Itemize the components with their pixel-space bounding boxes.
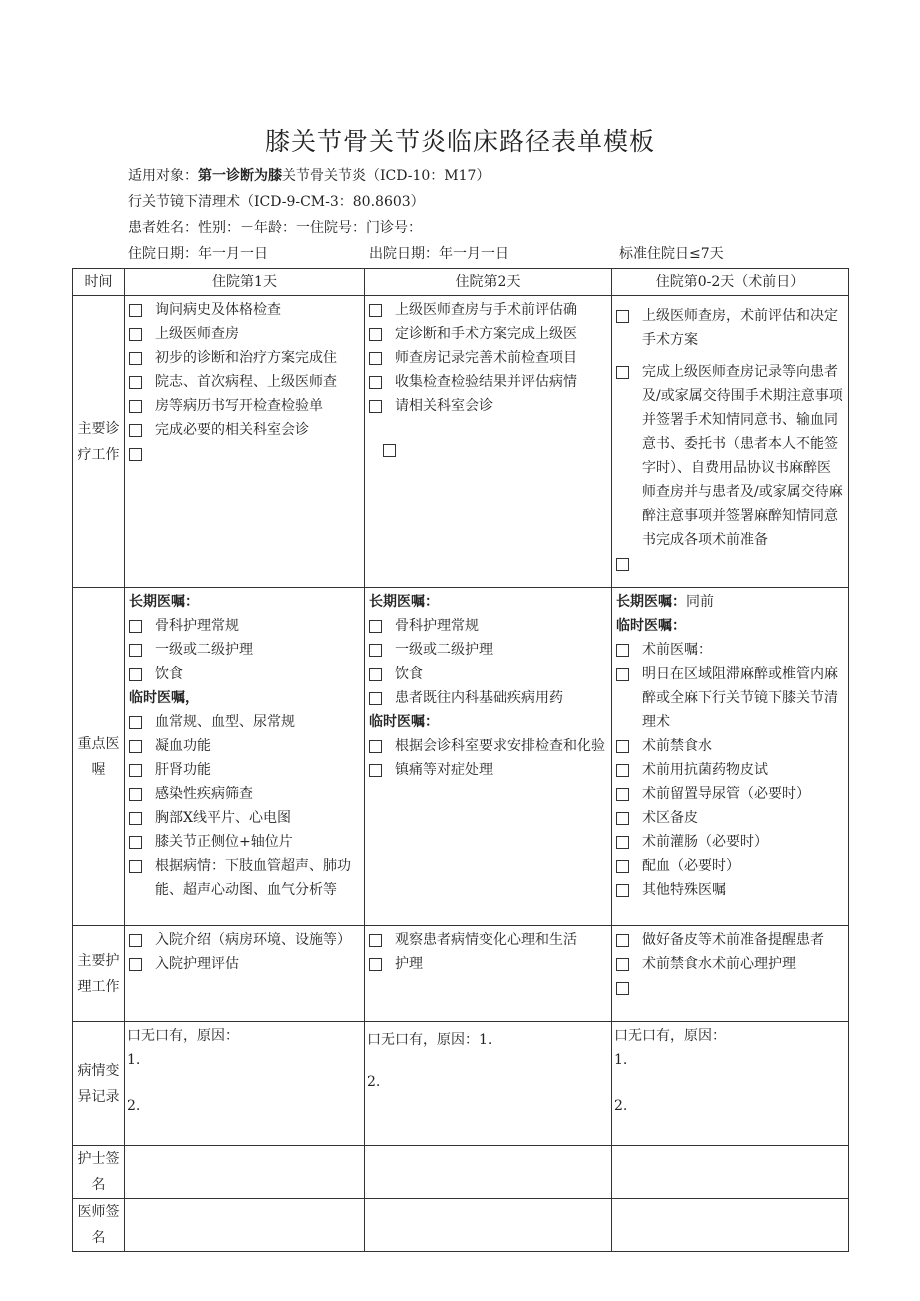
variance-options: 口无口有，原因：: [614, 1028, 726, 1044]
checklist-item-text: 根据会诊科室要求安排检查和化验: [395, 738, 605, 754]
row-label-variance: 病情变异记录: [73, 1022, 125, 1146]
checkbox[interactable]: [129, 716, 142, 729]
temp-title: 临时医嘱：: [369, 714, 439, 730]
checklist-item: [616, 806, 844, 830]
checkbox[interactable]: [369, 376, 382, 389]
checklist-item-text: 骨科护理常规: [395, 618, 479, 634]
checklist-item: [129, 614, 360, 638]
checkbox[interactable]: [616, 812, 629, 825]
checklist-item-text: 骨科护理常规: [155, 618, 239, 634]
checkbox[interactable]: [129, 668, 142, 681]
checkbox[interactable]: [129, 764, 142, 777]
row-label-main-work: 主要诊疗工作: [73, 296, 125, 588]
checklist-item-text: 询问病史及体格检查: [155, 302, 281, 318]
checkbox[interactable]: [129, 424, 142, 437]
variance-options: 口无口有，原因：: [127, 1028, 239, 1044]
checklist-item-text: 观察患者病情变化心理和生活: [395, 932, 577, 948]
doctor-sign-day1[interactable]: [125, 1199, 365, 1252]
orders-day2: [365, 588, 612, 926]
checklist-item: [369, 952, 607, 976]
main-work-day2: [365, 296, 612, 588]
checklist-item-empty: [369, 438, 607, 462]
nurse-sign-day2[interactable]: [365, 1146, 612, 1199]
checklist-item: [616, 304, 844, 352]
checkbox[interactable]: [369, 668, 382, 681]
checklist-item: [129, 830, 360, 854]
checklist-item: [616, 734, 844, 758]
checkbox[interactable]: [616, 668, 629, 681]
checklist-item-text: 师查房记录完善术前检查项目: [395, 350, 577, 366]
checklist-item-text: 明日在区域阻滞麻醉或椎管内麻醉或全麻下行关节镜下膝关节清理术: [642, 666, 838, 730]
checklist-item-text: 入院介绍（病房环境、设施等）: [155, 932, 351, 948]
checklist-item-empty: [616, 552, 844, 576]
checklist-item: [129, 662, 360, 686]
nursing-day2: [365, 926, 612, 1022]
applicable-bold: 第一诊断为膝: [198, 168, 282, 184]
checklist-item-text: 院志、首次病程、上级医师查: [155, 374, 337, 390]
standard-stay: 标准住院日≤7天: [619, 246, 724, 262]
checkbox[interactable]: [369, 764, 382, 777]
checklist-item: [616, 878, 844, 902]
variance-day1: [125, 1022, 365, 1146]
checklist-item: [369, 394, 607, 418]
temp-title: 临时医嘱：: [616, 618, 686, 634]
checklist-item-text: 完成必要的相关科室会诊: [155, 422, 309, 438]
checklist-item: [616, 952, 844, 976]
applicable-prefix: 适用对象：: [128, 168, 198, 184]
checklist-item-text: 胸部X线平片、心电图: [155, 810, 291, 826]
temp-title: 临时医嘱，: [129, 690, 199, 706]
checklist-item: [369, 734, 607, 758]
checklist-item: [129, 758, 360, 782]
orders-day1: [125, 588, 365, 926]
row-label-nursing: 主要护理工作: [73, 926, 125, 1022]
checklist-item-text: 术前医嘱：: [642, 642, 712, 658]
variance-day2: [365, 1022, 612, 1146]
checklist-item: [369, 662, 607, 686]
checklist-item-text: 完成上级医师查房记录等向患者及/或家属交待围手术期注意事项并签署手术知情同意书、输血同意书、委托书（患者本人不能签字时）、自费用品协议书麻醉医师查房并与患者及/或家属交待麻醉注意事项并签署麻醉知情同意书完成各项术前准备: [642, 364, 843, 548]
checklist-item: [129, 638, 360, 662]
checkbox[interactable]: [616, 958, 629, 971]
checklist-item: [616, 758, 844, 782]
checklist-item: [369, 758, 607, 782]
checklist-item: [369, 638, 607, 662]
checklist-item-text: 术区备皮: [642, 810, 698, 826]
checklist-item-text: 凝血功能: [155, 738, 211, 754]
checkbox[interactable]: [369, 958, 382, 971]
checklist-item-text: 术前灌肠（必要时）: [642, 834, 768, 850]
header-day1: 住院第1天: [125, 269, 365, 296]
row-label-nurse-sign: 护士签名: [73, 1146, 125, 1199]
checkbox[interactable]: [616, 310, 629, 323]
checkbox[interactable]: [616, 644, 629, 657]
checklist-item-text: 其他特殊医嘱: [642, 882, 726, 898]
checklist-item-text: 护理: [395, 956, 423, 972]
checklist-item-text: 患者既往内科基础疾病用药: [395, 690, 563, 706]
checkbox[interactable]: [616, 860, 629, 873]
header-time: 时间: [73, 269, 125, 296]
pathway-table: [72, 268, 849, 1252]
checklist-item: [129, 370, 360, 394]
checklist-item: [616, 830, 844, 854]
checklist-item-text: 饮食: [155, 666, 183, 682]
checklist-item-text: 收集检查检验结果并评估病情: [395, 374, 577, 390]
variance-reason-2: 2.: [614, 1098, 628, 1114]
checklist-item-text: 根据病情：下肢血管超声、肺功能、超声心动图、血气分析等: [155, 858, 351, 898]
header-day3: 住院第0-2天（术前日）: [612, 269, 849, 296]
checkbox[interactable]: [616, 366, 629, 379]
variance-day3: [612, 1022, 849, 1146]
checkbox[interactable]: [616, 558, 629, 571]
checkbox[interactable]: [129, 376, 142, 389]
patient-info-line: 患者姓名：性别：－年龄：一住院号：门诊号：: [128, 220, 422, 236]
checkbox[interactable]: [129, 788, 142, 801]
checkbox[interactable]: [129, 958, 142, 971]
applicable-object: [128, 165, 490, 185]
variance-reason-2: 2.: [127, 1098, 141, 1114]
checkbox[interactable]: [369, 304, 382, 317]
row-label-doctor-sign: 医师签名: [73, 1199, 125, 1252]
checklist-item-text: 感染性疾病筛查: [155, 786, 253, 802]
checklist-item: [369, 298, 607, 322]
checkbox[interactable]: [616, 836, 629, 849]
checklist-item-text: 做好备皮等术前准备提醒患者: [642, 932, 824, 948]
checklist-item-text: 房等病历书写开检查检验单: [155, 398, 323, 414]
checklist-item-text: 初步的诊断和治疗方案完成住: [155, 350, 337, 366]
checkbox[interactable]: [129, 860, 142, 873]
checklist-item: [129, 346, 360, 370]
checklist-item-text: 一级或二级护理: [155, 642, 253, 658]
variance-reason-1: 1.: [614, 1052, 628, 1068]
doctor-sign-day3[interactable]: [612, 1199, 849, 1252]
checklist-item: [369, 928, 607, 952]
checkbox[interactable]: [369, 740, 382, 753]
checkbox[interactable]: [129, 448, 142, 461]
checklist-item: [369, 686, 607, 710]
checklist-item-text: 请相关科室会诊: [395, 398, 493, 414]
long-term-title: 长期医嘱：: [129, 594, 199, 610]
checkbox[interactable]: [383, 444, 396, 457]
checklist-item: [369, 346, 607, 370]
checkbox[interactable]: [129, 812, 142, 825]
checkbox[interactable]: [129, 836, 142, 849]
checkbox[interactable]: [616, 788, 629, 801]
checkbox[interactable]: [616, 982, 629, 995]
checklist-item: [616, 360, 844, 552]
page-title: 膝关节骨关节炎临床路径表单模板: [264, 127, 655, 156]
checkbox[interactable]: [129, 328, 142, 341]
checklist-item: [369, 370, 607, 394]
checklist-item-text: 血常规、血型、尿常规: [155, 714, 295, 730]
checkbox[interactable]: [616, 934, 629, 947]
checklist-item-text: 术前留置导尿管（必要时）: [642, 786, 810, 802]
checkbox[interactable]: [616, 884, 629, 897]
nursing-day3: [612, 926, 849, 1022]
checkbox[interactable]: [369, 352, 382, 365]
doctor-sign-day2[interactable]: [365, 1199, 612, 1252]
checklist-item-text: 一级或二级护理: [395, 642, 493, 658]
checkbox[interactable]: [369, 692, 382, 705]
checklist-item: [616, 854, 844, 878]
checkbox[interactable]: [129, 644, 142, 657]
checklist-item: [129, 298, 360, 322]
admit-date: 住院日期：年一月一日: [128, 246, 268, 262]
main-work-day3: [612, 296, 849, 588]
checklist-item-text: 膝关节正侧位+轴位片: [155, 834, 293, 850]
checklist-item: [616, 782, 844, 806]
long-term-value: 同前: [686, 594, 714, 610]
checkbox[interactable]: [369, 400, 382, 413]
procedure-line: 行关节镜下清理术（ICD-9-CM-3：80.8603）: [128, 194, 425, 210]
checklist-item: [129, 418, 360, 442]
checkbox[interactable]: [369, 620, 382, 633]
checklist-item: [129, 806, 360, 830]
header-day2: 住院第2天: [365, 269, 612, 296]
checklist-item-text: 上级医师查房: [155, 326, 239, 342]
checkbox[interactable]: [129, 304, 142, 317]
nurse-sign-day1[interactable]: [125, 1146, 365, 1199]
checklist-item-text: 术前禁食水术前心理护理: [642, 956, 796, 972]
orders-day3: [612, 588, 849, 926]
checklist-item: [129, 952, 360, 976]
nursing-day1: [125, 926, 365, 1022]
checklist-item: [616, 928, 844, 952]
checklist-item: [369, 322, 607, 346]
checkbox[interactable]: [129, 740, 142, 753]
checkbox[interactable]: [129, 620, 142, 633]
checklist-item-text: 入院护理评估: [155, 956, 239, 972]
checklist-item-text: 术前禁食水: [642, 738, 712, 754]
checkbox[interactable]: [369, 644, 382, 657]
checklist-item-text: 上级医师查房，术前评估和决定手术方案: [642, 308, 838, 348]
variance-options: 口无口有，原因：1.: [367, 1032, 493, 1048]
checklist-item-text: 饮食: [395, 666, 423, 682]
checkbox[interactable]: [129, 400, 142, 413]
checklist-item-text: 配血（必要时）: [642, 858, 740, 874]
main-work-day1: [125, 296, 365, 588]
variance-reason-2: 2.: [367, 1074, 381, 1090]
checklist-item-text: 上级医师查房与手术前评估确: [395, 302, 577, 318]
checklist-item: [129, 782, 360, 806]
long-term-title: 长期医嘱：: [616, 594, 686, 610]
checklist-item: [129, 394, 360, 418]
checkbox[interactable]: [616, 764, 629, 777]
checkbox[interactable]: [129, 934, 142, 947]
checklist-item-text: 术前用抗菌药物皮试: [642, 762, 768, 778]
checkbox[interactable]: [129, 352, 142, 365]
checklist-item-text: 镇痛等对症处理: [395, 762, 493, 778]
checklist-item: [129, 854, 360, 902]
checklist-item: [129, 734, 360, 758]
checkbox[interactable]: [616, 740, 629, 753]
nurse-sign-day3[interactable]: [612, 1146, 849, 1199]
long-term-title: 长期医嘱：: [369, 594, 439, 610]
variance-reason-1: 1.: [127, 1052, 141, 1068]
checkbox[interactable]: [369, 328, 382, 341]
discharge-date: 出院日期：年一月一日: [369, 246, 509, 262]
checklist-item: [129, 710, 360, 734]
checklist-item: [369, 614, 607, 638]
checklist-item-text: 定诊断和手术方案完成上级医: [395, 326, 577, 342]
checklist-item-text: 肝肾功能: [155, 762, 211, 778]
checklist-item-empty: [129, 442, 360, 466]
row-label-orders: 重点医喔: [73, 588, 125, 926]
checklist-item: [616, 662, 844, 734]
applicable-rest: 关节骨关节炎（ICD-10：M17）: [282, 168, 491, 184]
checklist-item: [616, 638, 844, 662]
checklist-item: [129, 322, 360, 346]
checklist-item: [129, 928, 360, 952]
checkbox[interactable]: [369, 934, 382, 947]
